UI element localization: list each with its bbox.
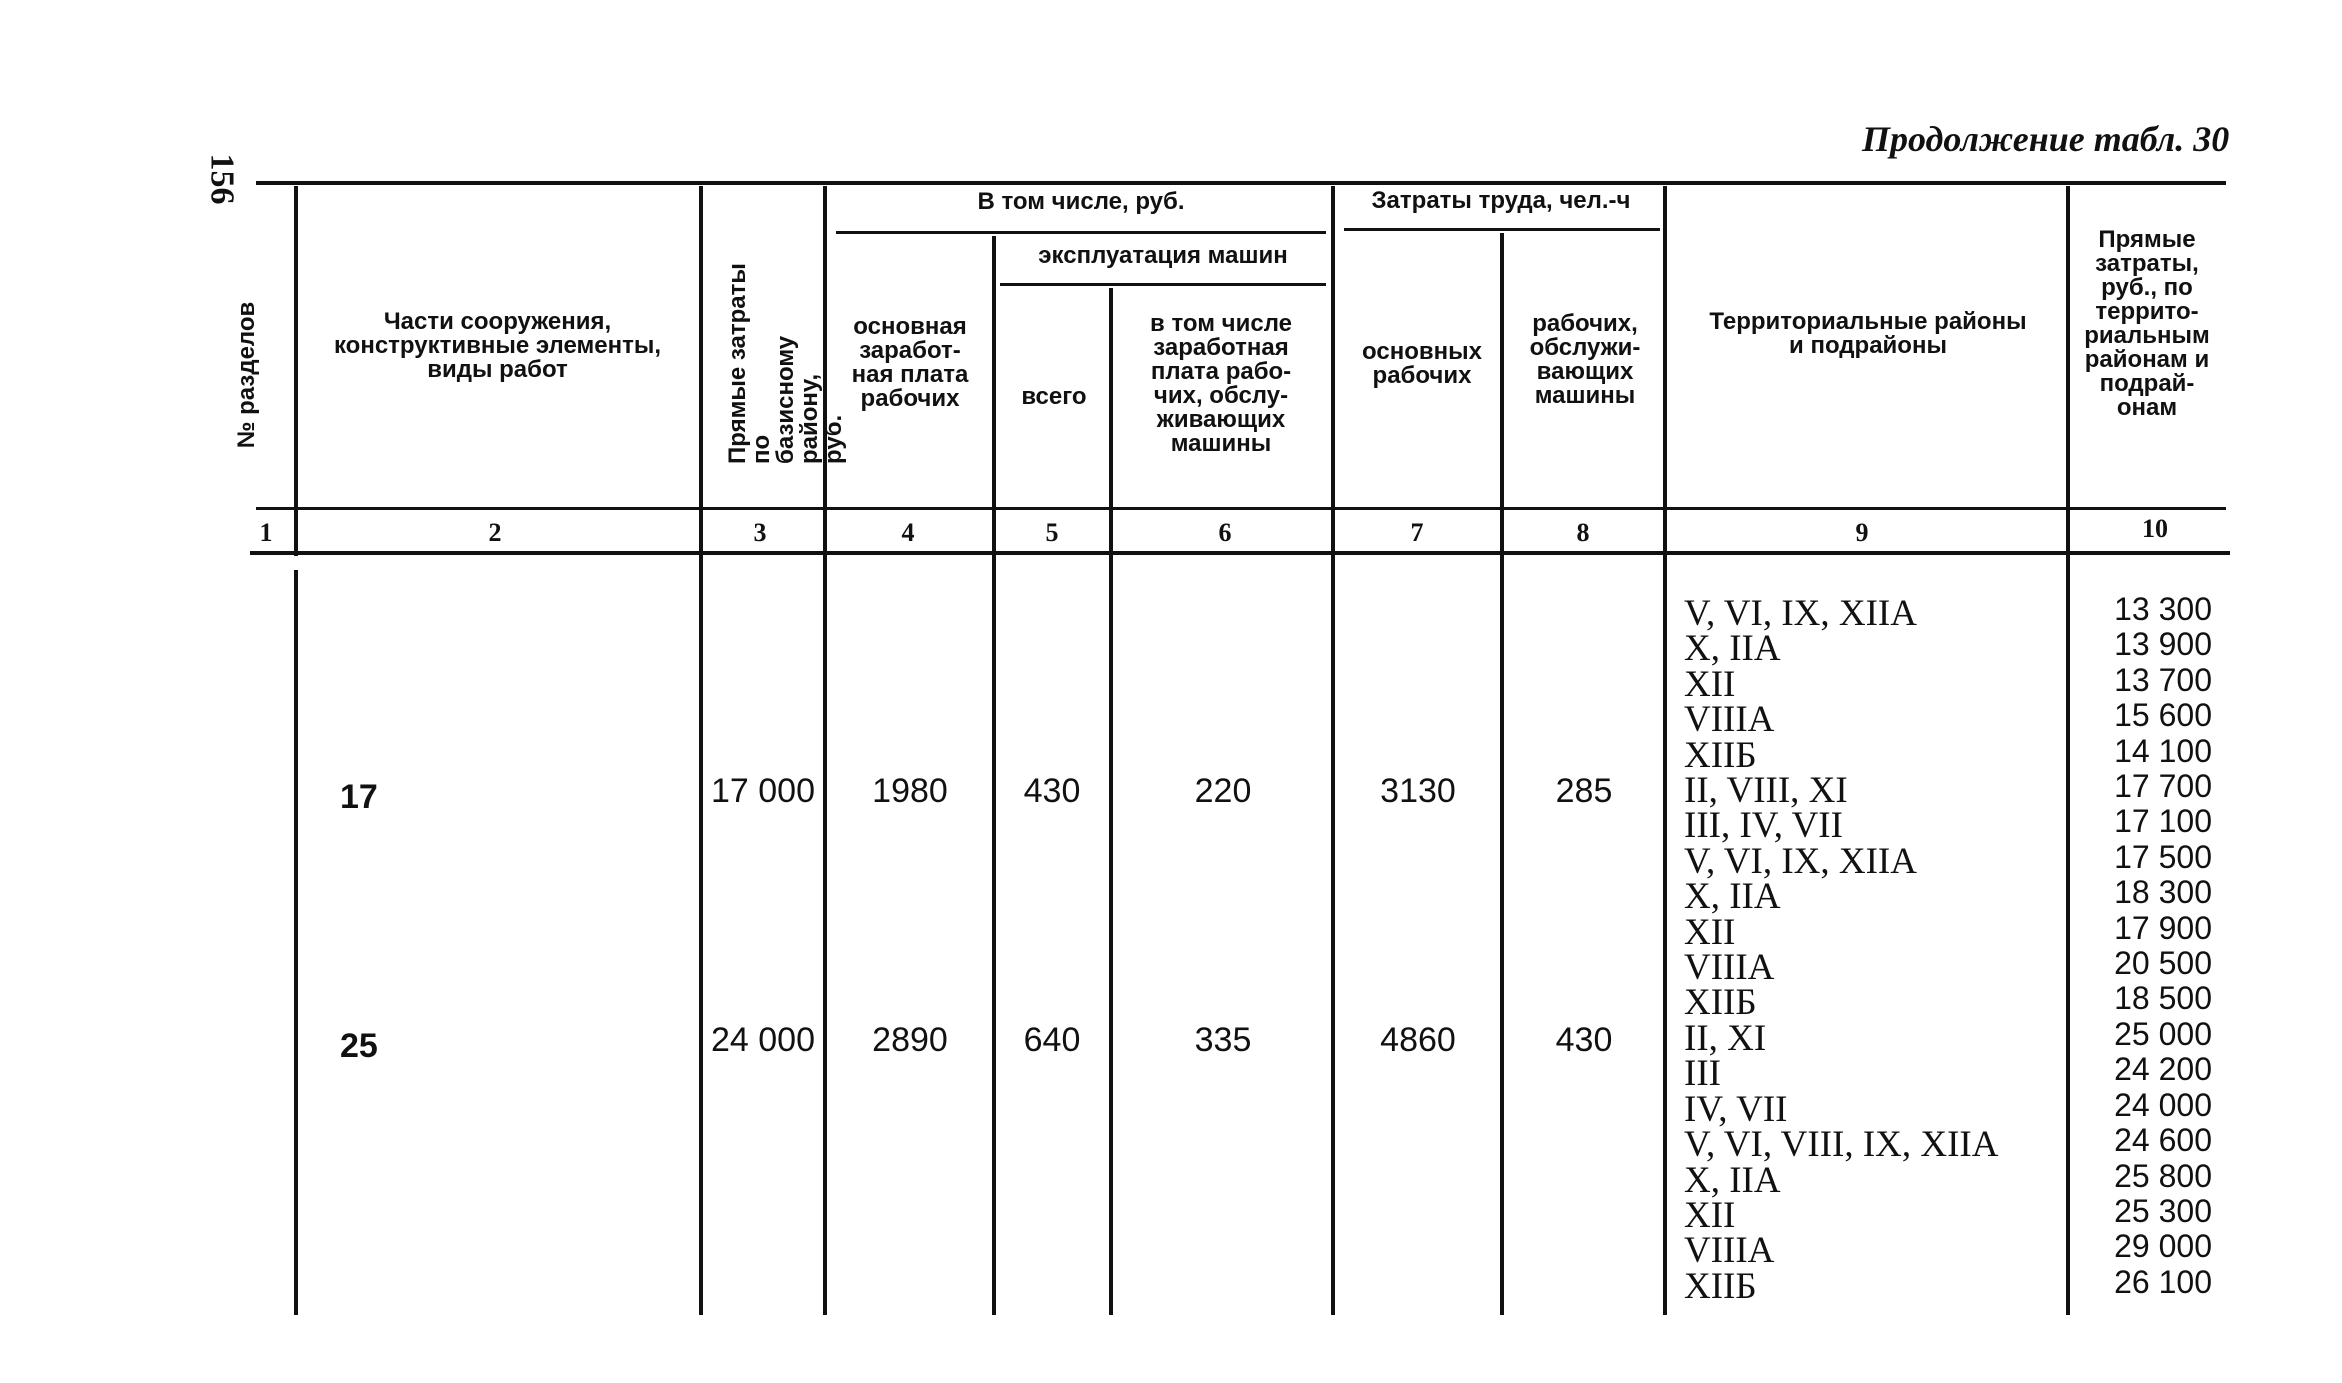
header-labor-main: основных рабочих [1362,338,1482,389]
region-item: III [1684,1053,1721,1095]
group-labor-rule [1344,228,1660,231]
region-cost-item: 17 700 [2114,768,2212,805]
column-number-8: 8 [1576,518,1590,547]
row-1-machines-total: 430 [1023,772,1081,810]
region-item: IV, VII [1684,1088,1788,1130]
column-number-5: 5 [1045,518,1059,547]
row-2-labor-machines: 430 [1555,1021,1613,1059]
region-cost-item: 13 300 [2114,591,2212,627]
col-divider-2 [699,186,703,1315]
header-base-wage: основная заработ- ная плата рабочих [851,313,969,412]
region-cost-item: 18 300 [2114,874,2212,911]
header-group-machines: эксплуатация машин [1038,242,1288,269]
header-group-labor: Затраты труда, чел.-ч [1371,187,1631,214]
table-caption: Продолжение табл. 30 [1862,119,2230,159]
column-number-10: 10 [2142,514,2168,543]
col-divider-6 [1331,186,1335,1315]
row-1-part: 17 [340,778,378,816]
column-number-7: 7 [1410,518,1424,547]
table-top-rule [256,181,2226,185]
region-cost-item: 20 500 [2114,945,2212,982]
region-item: XII [1684,911,1736,953]
region-item: X, IIA [1684,876,1781,918]
header-section-number: № разделов [233,301,260,449]
header-labor-machines: рабочих, обслужи- вающих машины [1529,310,1641,409]
region-cost-item: 24 200 [2114,1051,2212,1088]
region-item: XII [1684,1194,1736,1236]
row-1-base-wage: 1980 [872,772,948,810]
column-number-3: 3 [753,518,767,547]
header-structure-parts: Части сооружения, конструктивные элементы, виды работ [333,308,662,383]
group-rub-rule [836,231,1326,234]
header-direct-cost-base: Прямые затраты по базисному району, руб. [724,263,847,464]
region-cost-item: 17 100 [2114,803,2212,840]
row-2-direct-cost: 24 000 [711,1021,815,1059]
col-divider-1 [294,186,298,556]
territorial-regions-list [1684,593,1999,1307]
region-item: XIIБ [1684,734,1757,776]
column-number-2: 2 [488,518,502,547]
header-machines-wage: в том числе заработная плата рабо- чих, обслу- живающих машины [1150,310,1292,457]
header-machines-total: всего [1021,383,1087,410]
regional-costs-list [2082,592,2212,1300]
header-territorial-regions: Территориальные районы и подрайоны [1709,308,2027,359]
region-item: X, IIA [1684,628,1781,670]
region-item: V, VI, IX, XIIA [1684,840,1917,882]
row-2-labor-main: 4860 [1380,1021,1456,1059]
region-item: VIIIA [1684,947,1775,989]
row-1-labor-main: 3130 [1380,772,1456,810]
region-item: II, XI [1684,1017,1767,1059]
region-item: II, VIII, XI [1684,770,1848,812]
region-cost-item: 13 700 [2114,661,2212,698]
col-divider-9 [2066,186,2070,1315]
region-item: V, VI, VIII, IX, XIIA [1684,1124,1999,1166]
col-divider-5 [1109,288,1113,1315]
region-cost-item: 18 500 [2114,980,2212,1017]
region-cost-item: 29 000 [2114,1228,2212,1265]
column-number-1: 1 [259,518,273,547]
region-item: XIIБ [1684,1265,1757,1307]
column-number-6: 6 [1218,518,1232,547]
region-item: XIIБ [1684,982,1757,1024]
row-2-part: 25 [340,1027,378,1065]
header-group-rub: В том числе, руб. [977,188,1185,215]
group-machines-rule [1000,283,1326,286]
region-cost-item: 25 300 [2114,1192,2212,1229]
region-cost-item: 26 100 [2114,1263,2212,1300]
region-item: X, IIA [1684,1159,1781,1201]
header-bottom-rule [256,507,2226,510]
row-2-machines-total: 640 [1023,1021,1081,1059]
region-cost-item: 17 500 [2114,838,2212,875]
row-2-base-wage: 2890 [872,1021,948,1059]
region-item: V, VI, IX, XIIA [1684,593,1917,634]
header-direct-cost-regions: Прямые затраты, руб., по террито- риальным районам и подрай- онам [2084,226,2210,421]
column-number-4: 4 [901,518,915,547]
region-cost-item: 15 600 [2114,697,2212,734]
region-cost-item: 25 000 [2114,1015,2212,1052]
region-cost-item: 24 000 [2114,1086,2212,1123]
row-1-direct-cost: 17 000 [711,772,815,810]
region-cost-item: 24 600 [2114,1122,2212,1159]
region-item: VIIIA [1684,1230,1775,1272]
column-numbers-rule [250,551,2230,555]
col-divider-1-body [294,570,298,1315]
region-cost-item: 13 900 [2114,626,2212,663]
region-item: XII [1684,663,1736,705]
region-item: VIIIA [1684,699,1775,741]
page-number: 156 [203,153,241,205]
row-2-machines-wage: 335 [1194,1021,1252,1059]
region-cost-item: 14 100 [2114,732,2212,769]
region-item: III, IV, VII [1684,805,1843,847]
col-divider-3 [823,186,827,1315]
region-cost-item: 17 900 [2114,909,2212,946]
row-1-machines-wage: 220 [1194,772,1252,810]
region-cost-item: 25 800 [2114,1157,2212,1194]
row-1-labor-machines: 285 [1555,772,1613,810]
column-number-9: 9 [1855,518,1869,547]
